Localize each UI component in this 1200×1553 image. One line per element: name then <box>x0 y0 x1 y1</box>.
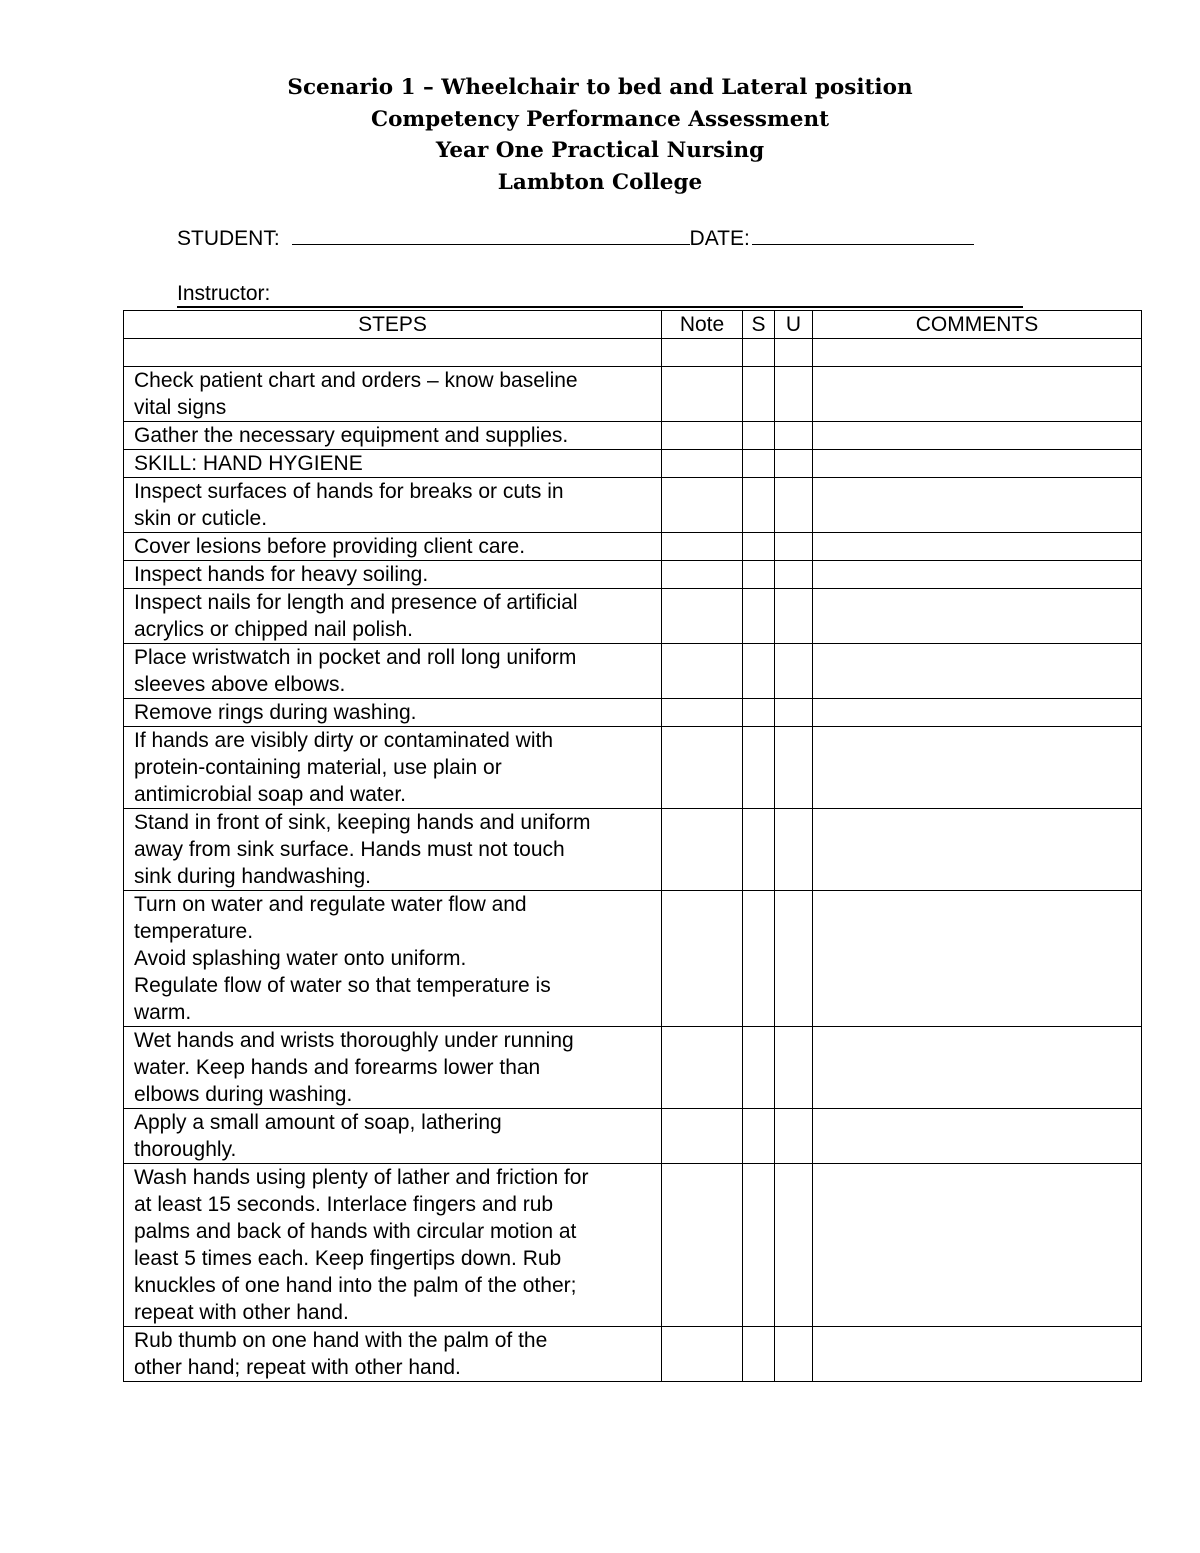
note-cell[interactable] <box>662 1027 743 1109</box>
step-cell <box>124 422 662 450</box>
table-header-row <box>124 311 1142 339</box>
header-s: S <box>743 311 775 339</box>
header-steps: STEPS <box>124 311 662 339</box>
step-cell <box>124 561 662 589</box>
s-cell[interactable] <box>743 1109 775 1164</box>
note-cell[interactable] <box>662 367 743 422</box>
step-text-line: least 5 times each. Keep fingertips down. Rub <box>134 1247 562 1270</box>
step-text-line: Apply a small amount of soap, lathering <box>134 1111 502 1134</box>
note-cell[interactable] <box>662 478 743 533</box>
comments-cell[interactable] <box>813 699 1142 727</box>
comments-cell[interactable] <box>813 644 1142 699</box>
step-text-line: at least 15 seconds. Interlace fingers and rub <box>134 1193 554 1216</box>
u-cell[interactable] <box>775 1327 813 1382</box>
note-cell[interactable] <box>662 644 743 699</box>
note-cell[interactable] <box>662 450 743 478</box>
note-cell[interactable] <box>662 339 743 367</box>
comments-cell[interactable] <box>813 367 1142 422</box>
note-cell[interactable] <box>662 1109 743 1164</box>
table-row <box>124 339 1142 367</box>
step-text-line: Inspect hands for heavy soiling. <box>134 563 429 586</box>
u-cell[interactable] <box>775 589 813 644</box>
table-row <box>124 699 1142 727</box>
comments-cell[interactable] <box>813 1109 1142 1164</box>
note-cell[interactable] <box>662 891 743 1027</box>
comments-cell[interactable] <box>813 891 1142 1027</box>
step-text-line: warm. <box>134 1001 192 1024</box>
u-cell[interactable] <box>775 422 813 450</box>
table-row <box>124 533 1142 561</box>
instructor-label: Instructor: <box>177 282 271 305</box>
s-cell[interactable] <box>743 644 775 699</box>
note-cell[interactable] <box>662 727 743 809</box>
step-cell <box>124 891 662 1027</box>
u-cell[interactable] <box>775 699 813 727</box>
competency-table <box>123 310 1142 1382</box>
step-text-line: sink during handwashing. <box>134 865 371 888</box>
table-row <box>124 809 1142 891</box>
s-cell[interactable] <box>743 699 775 727</box>
u-cell[interactable] <box>775 450 813 478</box>
student-label: STUDENT: <box>177 227 280 250</box>
u-cell[interactable] <box>775 561 813 589</box>
comments-cell[interactable] <box>813 422 1142 450</box>
u-cell[interactable] <box>775 367 813 422</box>
u-cell[interactable] <box>775 809 813 891</box>
step-text-line: Stand in front of sink, keeping hands and uniform <box>134 811 591 834</box>
table-row <box>124 589 1142 644</box>
note-cell[interactable] <box>662 1164 743 1327</box>
step-text-line: sleeves above elbows. <box>134 673 346 696</box>
step-text-line: vital signs <box>134 396 227 419</box>
s-cell[interactable] <box>743 533 775 561</box>
u-cell[interactable] <box>775 1109 813 1164</box>
step-text-line: Inspect surfaces of hands for breaks or cuts in <box>134 480 564 503</box>
step-text-line: Turn on water and regulate water flow and <box>134 893 527 916</box>
step-text-line: Gather the necessary equipment and supplies. <box>134 424 569 447</box>
step-cell <box>124 339 662 367</box>
header-note: Note <box>662 311 743 339</box>
document-title <box>0 72 1200 198</box>
step-cell <box>124 727 662 809</box>
comments-cell[interactable] <box>813 478 1142 533</box>
u-cell[interactable] <box>775 478 813 533</box>
s-cell[interactable] <box>743 422 775 450</box>
s-cell[interactable] <box>743 891 775 1027</box>
note-cell[interactable] <box>662 1327 743 1382</box>
step-cell <box>124 533 662 561</box>
table-row <box>124 1027 1142 1109</box>
step-cell <box>124 699 662 727</box>
s-cell[interactable] <box>743 450 775 478</box>
date-field[interactable] <box>752 226 974 245</box>
comments-cell[interactable] <box>813 339 1142 367</box>
student-field[interactable] <box>292 226 690 245</box>
table-row <box>124 1327 1142 1382</box>
comments-cell[interactable] <box>813 533 1142 561</box>
step-cell <box>124 450 662 478</box>
step-text-line: Remove rings during washing. <box>134 701 417 724</box>
step-text-line: knuckles of one hand into the palm of the other; <box>134 1274 577 1297</box>
step-text-line: thoroughly. <box>134 1138 237 1161</box>
step-text-line: away from sink surface. Hands must not touch <box>134 838 565 861</box>
comments-cell[interactable] <box>813 589 1142 644</box>
s-cell[interactable] <box>743 339 775 367</box>
header-u: U <box>775 311 813 339</box>
note-cell[interactable] <box>662 533 743 561</box>
comments-cell[interactable] <box>813 1027 1142 1109</box>
step-cell <box>124 1164 662 1327</box>
step-text-line: Rub thumb on one hand with the palm of the <box>134 1329 548 1352</box>
step-text-line: water. Keep hands and forearms lower than <box>134 1056 541 1079</box>
s-cell[interactable] <box>743 1327 775 1382</box>
title-line-scenario: Scenario 1 – Wheelchair to bed and Lateral position <box>287 75 913 100</box>
s-cell[interactable] <box>743 478 775 533</box>
u-cell[interactable] <box>775 533 813 561</box>
note-cell[interactable] <box>662 422 743 450</box>
table-row <box>124 891 1142 1027</box>
u-cell[interactable] <box>775 1027 813 1109</box>
step-text-line: other hand; repeat with other hand. <box>134 1356 461 1379</box>
step-cell <box>124 1109 662 1164</box>
step-text-line: protein-containing material, use plain or <box>134 756 502 779</box>
step-cell <box>124 809 662 891</box>
table-body <box>124 339 1142 1382</box>
student-date-line <box>177 226 974 251</box>
u-cell[interactable] <box>775 891 813 1027</box>
date-label: DATE: <box>689 227 750 250</box>
s-cell[interactable] <box>743 1027 775 1109</box>
s-cell[interactable] <box>743 727 775 809</box>
step-text-line: repeat with other hand. <box>134 1301 349 1324</box>
s-cell[interactable] <box>743 367 775 422</box>
comments-cell[interactable] <box>813 450 1142 478</box>
table-row <box>124 367 1142 422</box>
step-text-line: antimicrobial soap and water. <box>134 783 406 806</box>
table-row <box>124 450 1142 478</box>
step-cell <box>124 644 662 699</box>
comments-cell[interactable] <box>813 809 1142 891</box>
step-cell <box>124 589 662 644</box>
u-cell[interactable] <box>775 1164 813 1327</box>
note-cell[interactable] <box>662 699 743 727</box>
step-text-line: Wash hands using plenty of lather and friction for <box>134 1166 589 1189</box>
step-text-line: Inspect nails for length and presence of artificial <box>134 591 578 614</box>
title-line-assessment: Competency Performance Assessment <box>370 106 830 132</box>
note-cell[interactable] <box>662 561 743 589</box>
header-comments: COMMENTS <box>813 311 1142 339</box>
step-text-line: Place wristwatch in pocket and roll long uniform <box>134 646 577 669</box>
step-text-line: If hands are visibly dirty or contaminated with <box>134 729 554 752</box>
step-text-line: acrylics or chipped nail polish. <box>134 618 413 641</box>
table-row <box>124 1164 1142 1327</box>
comments-cell[interactable] <box>813 1327 1142 1382</box>
title-line-college: Lambton College <box>497 169 703 195</box>
table-row <box>124 1109 1142 1164</box>
table-row <box>124 422 1142 450</box>
step-cell <box>124 367 662 422</box>
step-text-line: temperature. <box>134 920 254 943</box>
comments-cell[interactable] <box>813 1164 1142 1327</box>
step-text-line <box>134 339 651 366</box>
step-text-line: Avoid splashing water onto uniform. <box>134 947 467 970</box>
step-text-line: SKILL: HAND HYGIENE <box>134 452 363 475</box>
step-text-line: Check patient chart and orders – know baseline <box>134 369 578 392</box>
u-cell[interactable] <box>775 644 813 699</box>
s-cell[interactable] <box>743 561 775 589</box>
step-text-line: Cover lesions before providing client care. <box>134 535 526 558</box>
comments-cell[interactable] <box>813 561 1142 589</box>
table-row <box>124 727 1142 809</box>
u-cell[interactable] <box>775 339 813 367</box>
title-line-program: Year One Practical Nursing <box>435 138 765 163</box>
table-row <box>124 561 1142 589</box>
step-text-line: palms and back of hands with circular motion at <box>134 1220 577 1243</box>
table-row <box>124 644 1142 699</box>
step-text-line: elbows during washing. <box>134 1083 353 1106</box>
s-cell[interactable] <box>743 589 775 644</box>
step-text-line: Regulate flow of water so that temperature is <box>134 974 551 997</box>
s-cell[interactable] <box>743 1164 775 1327</box>
step-text-line: skin or cuticle. <box>134 507 268 530</box>
note-cell[interactable] <box>662 589 743 644</box>
note-cell[interactable] <box>662 809 743 891</box>
s-cell[interactable] <box>743 809 775 891</box>
u-cell[interactable] <box>775 727 813 809</box>
step-cell <box>124 1027 662 1109</box>
step-text-line: Wet hands and wrists thoroughly under running <box>134 1029 574 1052</box>
table-row <box>124 478 1142 533</box>
step-cell <box>124 1327 662 1382</box>
instructor-field[interactable] <box>177 306 1023 308</box>
step-cell <box>124 478 662 533</box>
comments-cell[interactable] <box>813 727 1142 809</box>
